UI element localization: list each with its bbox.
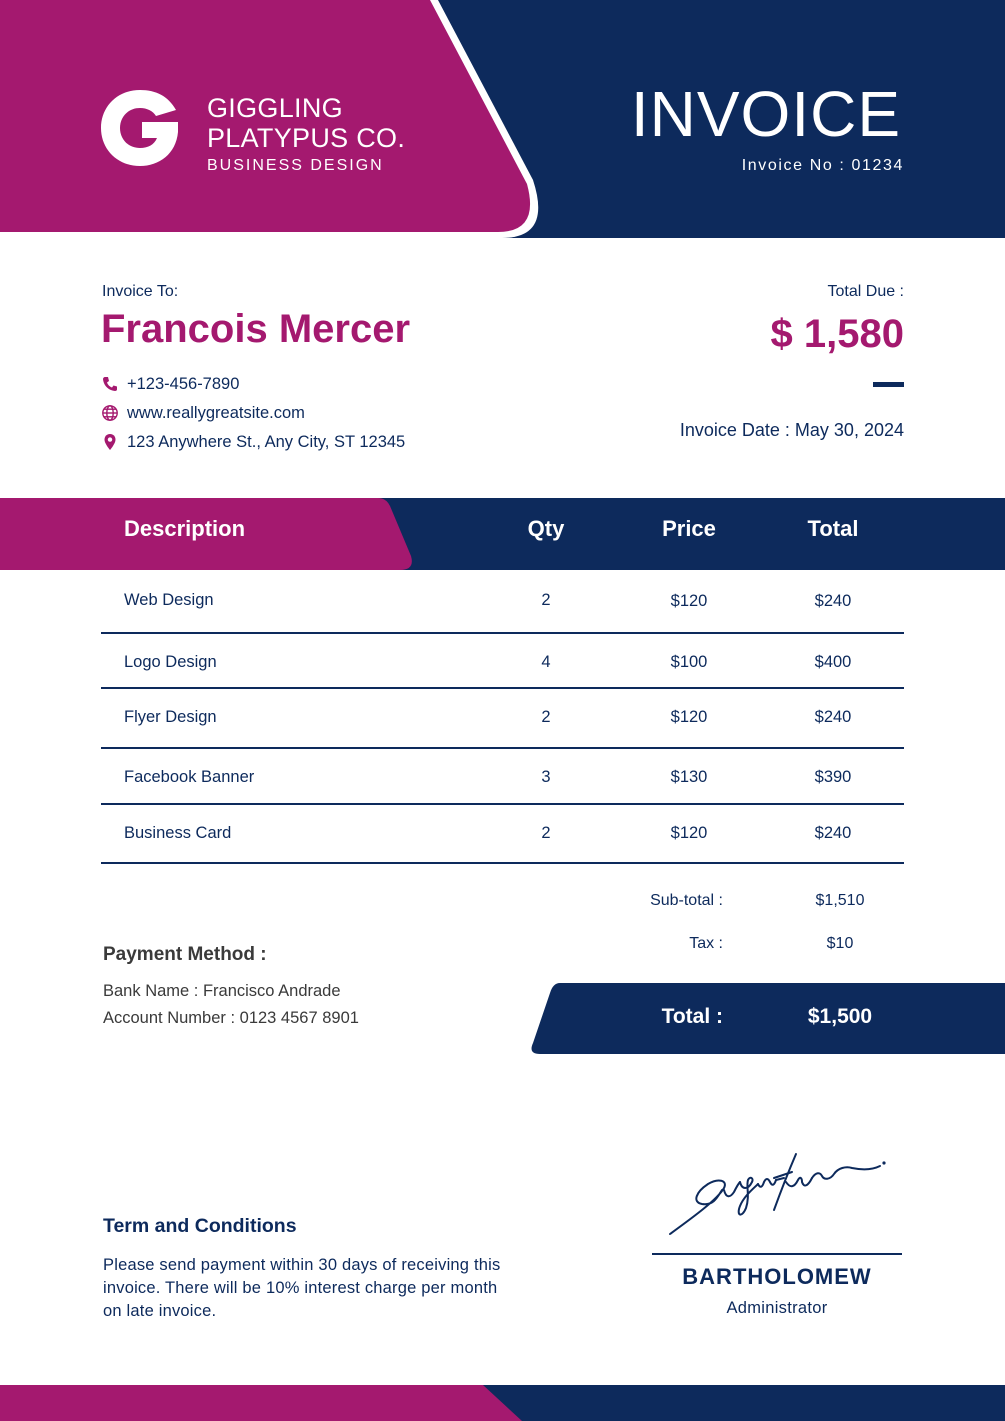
invoice-to-label: Invoice To: bbox=[102, 283, 179, 300]
globe-icon bbox=[101, 404, 119, 422]
row-total: $400 bbox=[814, 653, 852, 671]
row-qty: 2 bbox=[541, 824, 551, 842]
terms-title: Term and Conditions bbox=[103, 1215, 297, 1237]
column-header-price: Price bbox=[662, 516, 716, 541]
tax-label: Tax : bbox=[689, 935, 723, 952]
invoice-date: Invoice Date : May 30, 2024 bbox=[679, 420, 904, 440]
column-header-description: Description bbox=[124, 516, 246, 541]
row-description: Web Design bbox=[124, 591, 214, 609]
subtotal-label: Sub-total : bbox=[650, 892, 723, 909]
client-phone: +123-456-7890 bbox=[127, 374, 240, 393]
row-description: Flyer Design bbox=[124, 708, 217, 726]
subtotal-value: $1,510 bbox=[815, 892, 865, 909]
row-qty: 3 bbox=[541, 768, 551, 786]
row-total: $240 bbox=[814, 708, 852, 726]
row-divider bbox=[101, 862, 904, 864]
row-divider bbox=[101, 747, 904, 749]
terms-body: Please send payment within 30 days of receiving this invoice. There will be 10% interest charge per month on late invoice. bbox=[103, 1256, 501, 1320]
row-divider bbox=[101, 687, 904, 689]
row-qty: 4 bbox=[541, 653, 551, 671]
payment-method-title: Payment Method : bbox=[103, 944, 267, 965]
row-description: Facebook Banner bbox=[124, 768, 255, 786]
contact-address bbox=[101, 432, 405, 452]
tax-value: $10 bbox=[826, 935, 854, 952]
total-due-label: Total Due : bbox=[827, 283, 904, 300]
location-pin-icon bbox=[101, 433, 119, 451]
contact-website bbox=[101, 403, 305, 423]
row-total: $240 bbox=[814, 824, 852, 842]
column-header-qty: Qty bbox=[527, 516, 565, 541]
row-price: $100 bbox=[670, 653, 708, 671]
grand-total-label: Total : bbox=[661, 1005, 723, 1028]
row-price: $120 bbox=[670, 708, 708, 726]
row-total: $240 bbox=[814, 592, 852, 610]
contact-phone bbox=[101, 374, 239, 394]
company-name bbox=[207, 93, 405, 153]
company-name-line2: PLATYPUS CO. bbox=[207, 123, 406, 153]
invoice-title: INVOICE bbox=[630, 78, 901, 150]
invoice-number: Invoice No : 01234 bbox=[741, 157, 904, 174]
total-due-value: $ 1,580 bbox=[770, 312, 904, 356]
account-number: Account Number : 0123 4567 8901 bbox=[103, 1009, 359, 1027]
signatory-name: BARTHOLOMEW bbox=[682, 1264, 872, 1289]
client-address: 123 Anywhere St., Any City, ST 12345 bbox=[127, 432, 406, 451]
total-due-divider bbox=[873, 382, 904, 387]
grand-total-value: $1,500 bbox=[807, 1005, 873, 1028]
phone-icon bbox=[101, 375, 119, 393]
row-description: Business Card bbox=[124, 824, 232, 842]
row-qty: 2 bbox=[541, 708, 551, 726]
client-website[interactable]: www.reallygreatsite.com bbox=[127, 403, 305, 422]
row-price: $120 bbox=[670, 592, 708, 610]
column-header-total: Total bbox=[807, 516, 859, 541]
footer-magenta bbox=[0, 1385, 522, 1421]
row-qty: 2 bbox=[541, 591, 551, 609]
company-tagline: BUSINESS DESIGN bbox=[207, 157, 384, 174]
signature-line bbox=[652, 1253, 902, 1255]
bank-name: Bank Name : Francisco Andrade bbox=[103, 982, 341, 1000]
row-divider bbox=[101, 632, 904, 634]
signature-graphic bbox=[662, 1148, 892, 1240]
row-description: Logo Design bbox=[124, 653, 217, 671]
signatory-role: Administrator bbox=[726, 1299, 828, 1317]
company-logo-icon bbox=[100, 88, 180, 168]
row-total: $390 bbox=[814, 768, 852, 786]
row-price: $130 bbox=[670, 768, 708, 786]
client-name: Francois Mercer bbox=[101, 307, 411, 351]
row-price: $120 bbox=[670, 824, 708, 842]
row-divider bbox=[101, 803, 904, 805]
company-name-line1: GIGGLING bbox=[207, 93, 343, 123]
